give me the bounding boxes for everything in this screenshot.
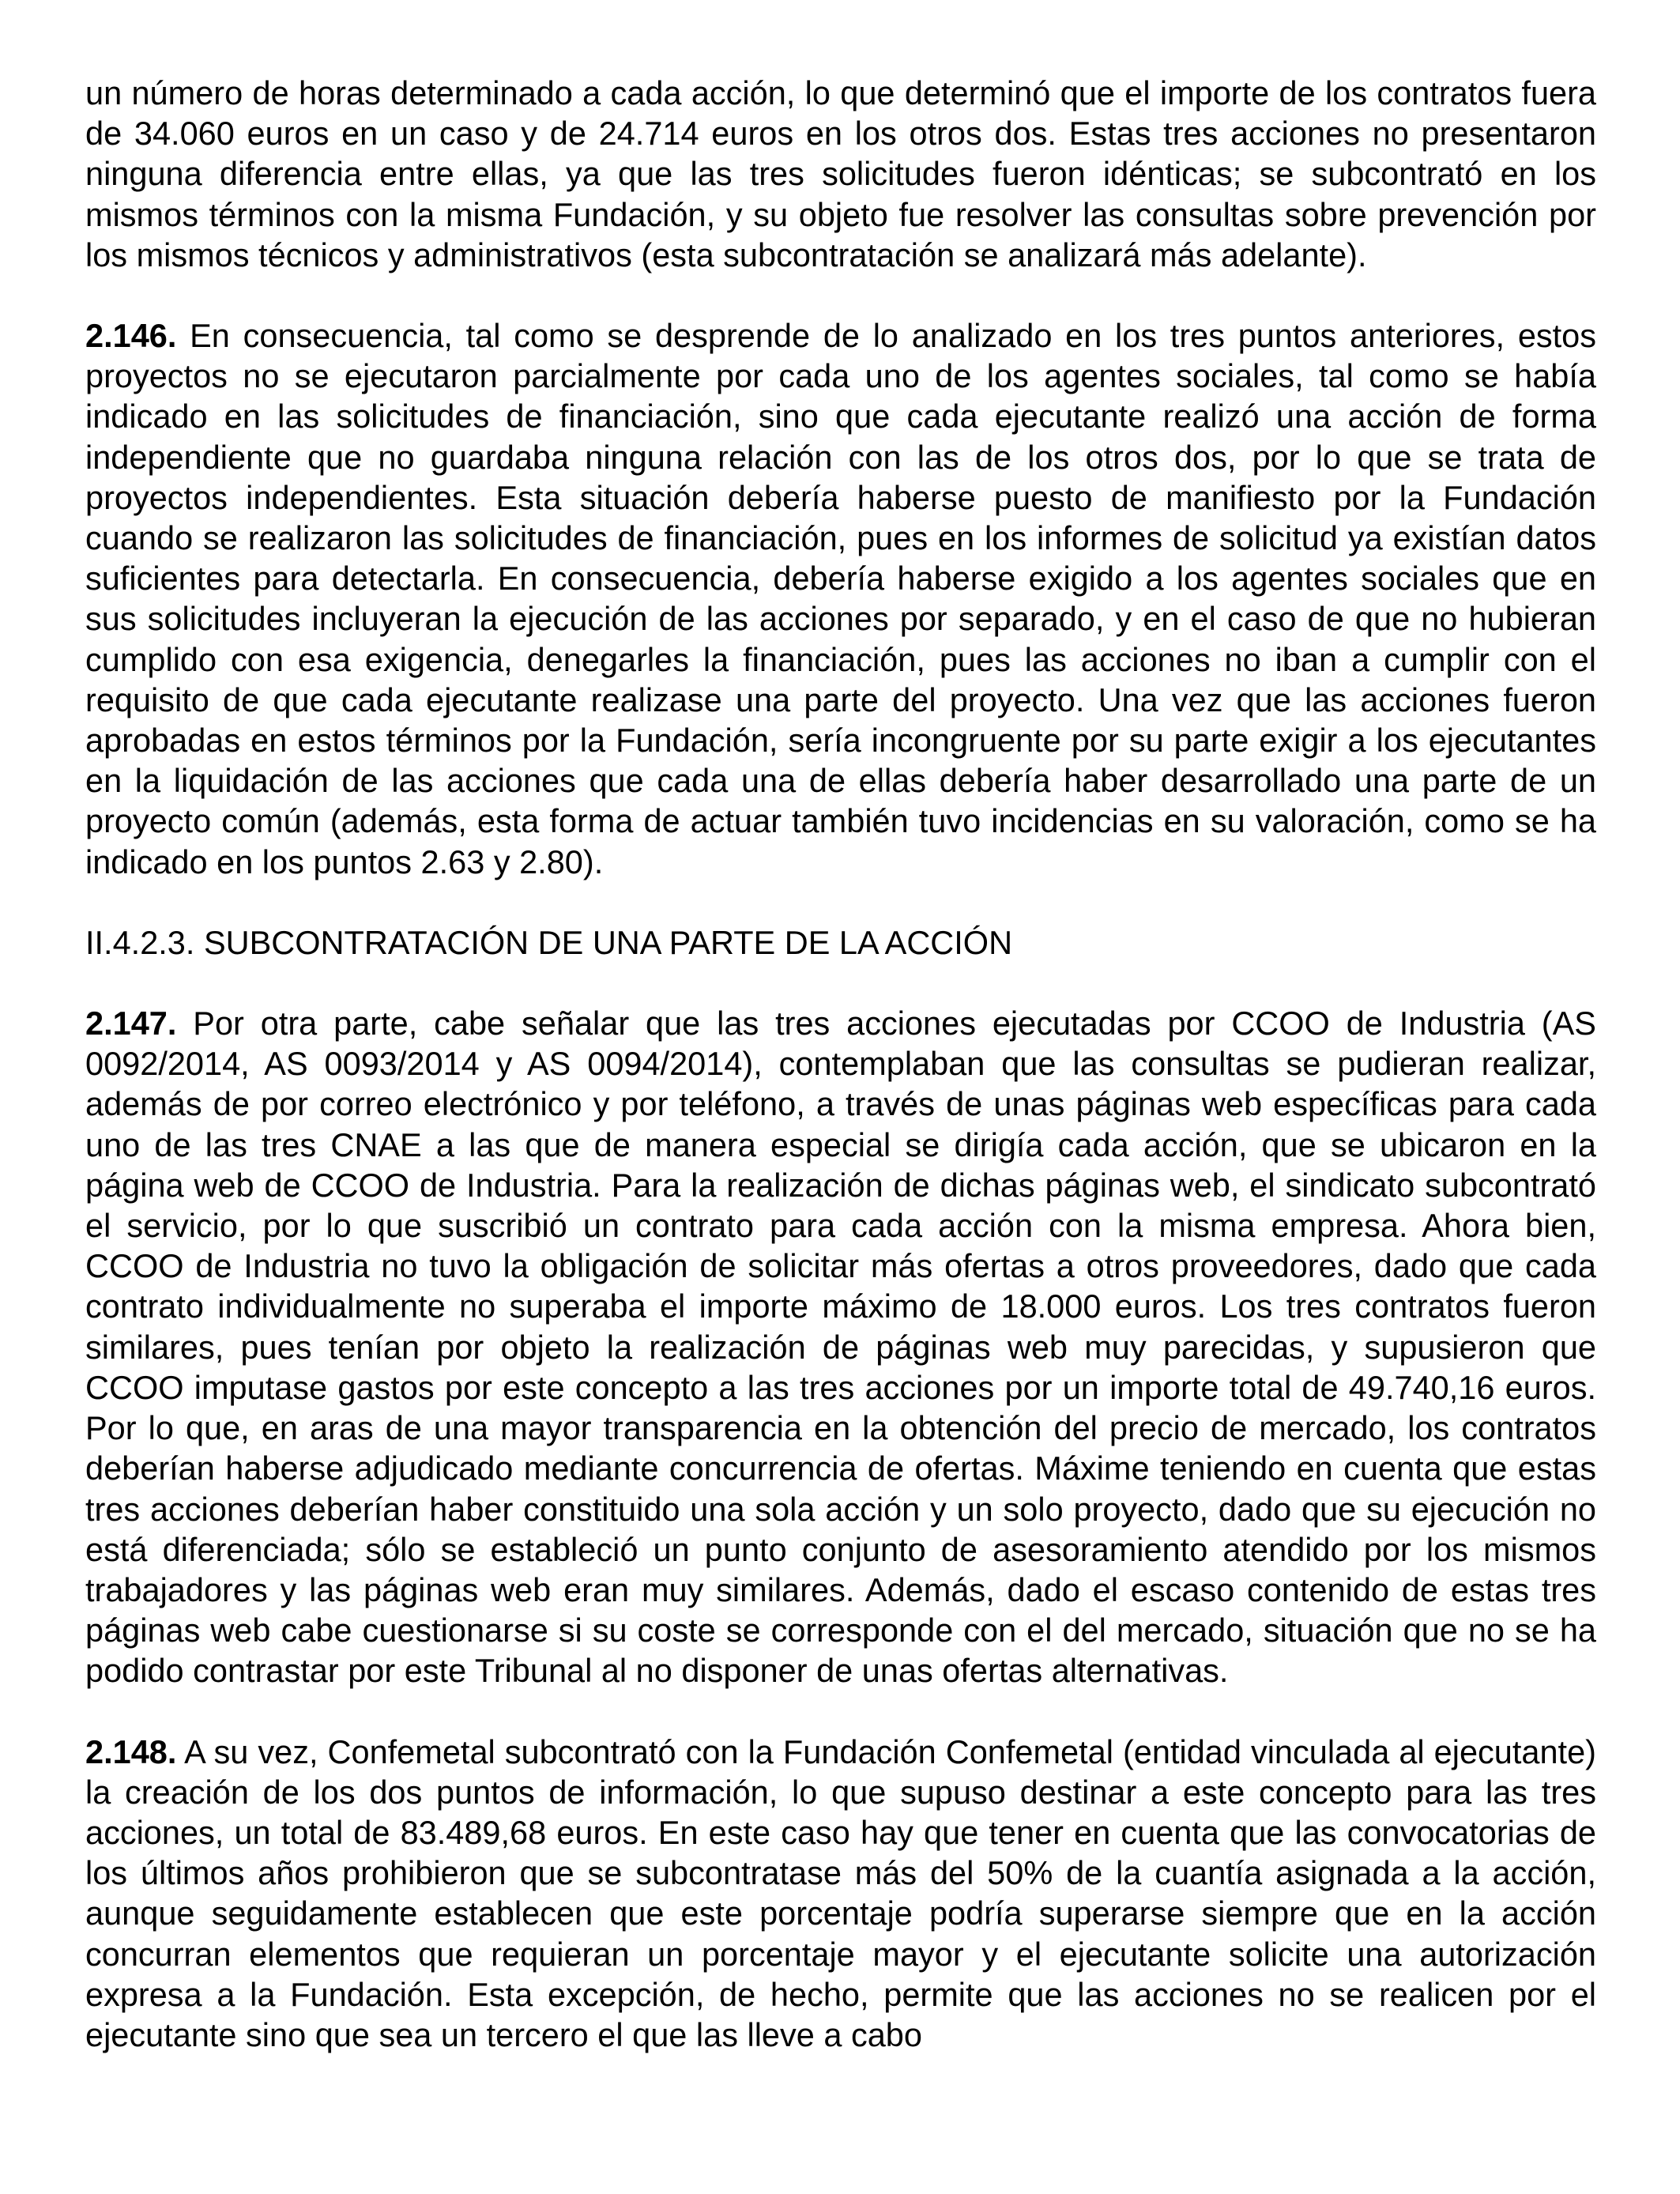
paragraph-text: A su vez, Confemetal subcontrató con la Fundación Confemetal (entidad vinculada al ejecutante) la creación de los dos puntos de información, lo que supuso destinar a este concepto para las tres acciones, un total de 83.489,68 euros. En este caso hay que tener en cuenta que las convocatorias de los últimos años prohibieron que se subcontratase más del 50% de la cuantía asignada a la acción, aunque seguidamente establecen que este porcentaje podría superarse siempre que en la acción concurran elementos que requieran un porcentaje mayor y el ejecutante solicite una autorización expresa a la Fundación. Esta excepción, de hecho, permite que las acciones no se realicen por el ejecutante sino que sea un tercero el que las lleve a cabo	[85, 1732, 1596, 2053]
paragraph-number: 2.146.	[85, 317, 177, 355]
paragraph-text: En consecuencia, tal como se desprende de lo analizado en los tres puntos anteriores, estos proyectos no se ejecutaron parcialmente por cada uno de los agentes sociales, tal como se había indicado en las solicitudes de financiación, sino que cada ejecutante realizó una acción de forma independiente que no guardaba ninguna relación con las de los otros dos, por lo que se trata de proyectos independientes. Esta situación debería haberse puesto de manifiesto por la Fundación cuando se realizaron las solicitudes de financiación, pues en los informes de solicitud ya existían datos suficientes para detectarla. En consecuencia, debería haberse exigido a los agentes sociales que en sus solicitudes incluyeran la ejecución de las acciones por separado, y en el caso de que no hubieran cumplido con esa exigencia, denegarles la financiación, pues las acciones no iban a cumplir con el requisito de que cada ejecutante realizase una parte del proyecto. Una vez que las acciones fueron aprobadas en estos términos por la Fundación, sería incongruente por su parte exigir a los ejecutantes en la liquidación de las acciones que cada una de ellas debería haber desarrollado una parte de un proyecto común (además, esta forma de actuar también tuvo incidencias en su valoración, como se ha indicado en los puntos 2.63 y 2.80).	[85, 317, 1597, 880]
paragraph-spacer	[85, 275, 1596, 315]
paragraph-2-147	[85, 1003, 1596, 1691]
paragraph-text: un número de horas determinado a cada acción, lo que determinó que el importe de los contratos fuera de 34.060 euros en un caso y de 24.714 euros en los otros dos. Estas tres acciones no presentaron ninguna diferencia entre ellas, ya que las tres solicitudes fueron idénticas; se subcontrató en los mismos términos con la misma Fundación, y su objeto fue resolver las consultas sobre prevención por los mismos técnicos y administrativos (esta subcontratación se analizará más adelante).	[85, 74, 1596, 273]
paragraph-number: 2.148.	[85, 1732, 177, 1770]
paragraph-spacer	[85, 963, 1596, 1003]
document-page	[85, 73, 1596, 2055]
paragraph-2-146	[85, 315, 1596, 882]
section-heading: II.4.2.3. SUBCONTRATACIÓN DE UNA PARTE DE LA ACCIÓN	[85, 923, 1013, 961]
paragraph-spacer	[85, 882, 1596, 922]
paragraph-text: Por otra parte, cabe señalar que las tres acciones ejecutadas por CCOO de Industria (AS 0092/2014, AS 0093/2014 y AS 0094/2014), contemplaban que las consultas se pudieran realizar, además de por correo electrónico y por teléfono, a través de unas páginas web específicas para cada uno de las tres CNAE a las que de manera especial se dirigía cada acción, que se ubicaron en la página web de CCOO de Industria. Para la realización de dichas páginas web, el sindicato subcontrató el servicio, por lo que suscribió un contrato para cada acción con la misma empresa. Ahora bien, CCOO de Industria no tuvo la obligación de solicitar más ofertas a otros proveedores, dado que cada contrato individualmente no superaba el importe máximo de 18.000 euros. Los tres contratos fueron similares, pues tenían por objeto la realización de páginas web muy parecidas, y supusieron que CCOO imputase gastos por este concepto a las tres acciones por un importe total de 49.740,16 euros. Por lo que, en aras de una mayor transparencia en la obtención del precio de mercado, los contratos deberían haberse adjudicado mediante concurrencia de ofertas. Máxime teniendo en cuenta que estas tres acciones deberían haber constituido una sola acción y un solo proyecto, dado que su ejecución no está diferenciada; sólo se estableció un punto conjunto de asesoramiento atendido por los mismos trabajadores y las páginas web eran muy similares. Además, dado el escaso contenido de estas tres páginas web cabe cuestionarse si su coste se corresponde con el del mercado, situación que no se ha podido contrastar por este Tribunal al no disponer de unas ofertas alternativas.	[85, 1005, 1596, 1690]
paragraph-spacer	[85, 1691, 1596, 1732]
paragraph-number: 2.147.	[85, 1005, 177, 1042]
paragraph-continuation	[85, 73, 1596, 275]
paragraph-2-148	[85, 1732, 1596, 2056]
